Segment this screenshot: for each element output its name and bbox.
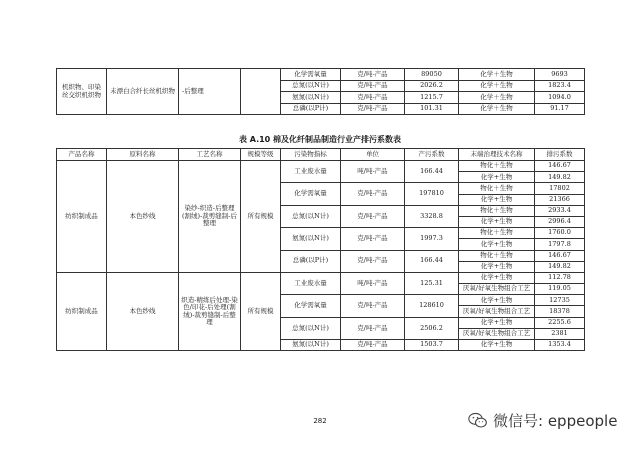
technology-cell: 物化＋生物 — [459, 250, 535, 261]
unit-cell: 克/吨-产品 — [341, 183, 405, 205]
emission-cell: 146.67 — [535, 161, 585, 172]
column-header: 工艺名称 — [179, 149, 241, 161]
column-header: 规模等级 — [241, 149, 281, 161]
pollutant-cell: 总磷(以P计) — [281, 250, 341, 272]
emission-cell: 2381 — [535, 328, 585, 339]
product-cell: 机织物、印染丝交织机织物 — [57, 69, 107, 115]
top-partial-table — [56, 68, 585, 115]
pollutant-cell: 总磷(以P计) — [281, 103, 341, 115]
unit-cell: 克/吨-产品 — [341, 340, 405, 351]
generation-cell: 2506.2 — [405, 317, 459, 339]
pollutant-cell: 工业废水量 — [281, 272, 341, 294]
process-cell: 织造-精练后处理-染色/印花-后处理(割绒)-裁剪缝制-后整理 — [179, 272, 241, 350]
column-header: 单位 — [341, 149, 405, 161]
generation-cell: 3328.8 — [405, 205, 459, 227]
technology-cell: 物化＋生物 — [459, 183, 535, 194]
pollutant-cell: 总氮(以N计) — [281, 80, 341, 92]
emission-cell: 1760.0 — [535, 228, 585, 239]
pollutant-cell: 化学需氧量 — [281, 69, 341, 81]
process-cell: 染纱-织造-后整理(割绒)-裁剪缝制-后整理 — [179, 161, 241, 273]
column-header: 污染物指标 — [281, 149, 341, 161]
product-cell: 纺织制成品 — [57, 161, 107, 273]
generation-cell: 166.44 — [405, 161, 459, 183]
column-header: 产污系数 — [405, 149, 459, 161]
material-cell: 本色纱线 — [107, 161, 179, 273]
table-row — [57, 69, 585, 81]
technology-cell: 化学＋生物 — [459, 69, 535, 81]
technology-cell: 化学+生物 — [459, 216, 535, 227]
emission-cell: 12735 — [535, 295, 585, 306]
product-cell: 纺织制成品 — [57, 272, 107, 350]
emission-cell: 146.67 — [535, 250, 585, 261]
technology-cell: 化学＋生物 — [459, 92, 535, 104]
header-row — [57, 149, 585, 161]
unit-cell: 吨/吨-产品 — [341, 161, 405, 183]
emission-cell: 9693 — [535, 69, 585, 81]
emission-cell: 1353.4 — [535, 340, 585, 351]
generation-cell: 128610 — [405, 295, 459, 317]
watermark-text: 微信号: eppeople — [493, 412, 618, 430]
pollutant-cell: 氨氮(以N计) — [281, 228, 341, 250]
emission-cell: 119.05 — [535, 284, 585, 295]
table-row — [57, 272, 585, 283]
emission-cell: 112.78 — [535, 272, 585, 283]
generation-cell: 1503.7 — [405, 340, 459, 351]
technology-cell: 化学+生物 — [459, 194, 535, 205]
generation-cell: 166.44 — [405, 250, 459, 272]
material-cell: 未漂白合纤长丝机织物 — [107, 69, 179, 115]
scale-cell — [241, 69, 281, 115]
scale-cell: 所有规模 — [241, 272, 281, 350]
unit-cell: 吨/吨-产品 — [341, 272, 405, 294]
generation-cell: 197810 — [405, 183, 459, 205]
technology-cell: 厌氧/好氧生物组合工艺 — [459, 306, 535, 317]
emission-cell: 2996.4 — [535, 216, 585, 227]
page-number: 282 — [313, 417, 327, 425]
unit-cell: 克/吨-产品 — [341, 103, 405, 115]
pollutant-cell: 氨氮(以N计) — [281, 340, 341, 351]
emission-cell: 2255.6 — [535, 317, 585, 328]
pollutant-cell: 总氮(以N计) — [281, 317, 341, 339]
pollutant-cell: 化学需氧量 — [281, 183, 341, 205]
wechat-logo-icon — [468, 412, 488, 429]
generation-cell: 1997.3 — [405, 228, 459, 250]
technology-cell: 化学+生物 — [459, 261, 535, 272]
generation-cell: 1215.7 — [405, 92, 459, 104]
technology-cell: 化学+生物 — [459, 172, 535, 183]
emission-coefficient-table — [56, 148, 585, 351]
technology-cell: 物化＋生物 — [459, 228, 535, 239]
generation-cell: 101.31 — [405, 103, 459, 115]
technology-cell: 化学＋生物 — [459, 103, 535, 115]
emission-cell: 1094.0 — [535, 92, 585, 104]
generation-cell: 89050 — [405, 69, 459, 81]
generation-cell: 2026.2 — [405, 80, 459, 92]
unit-cell: 克/吨-产品 — [341, 69, 405, 81]
technology-cell: 化学＋生物 — [459, 80, 535, 92]
emission-cell: 21366 — [535, 194, 585, 205]
pollutant-cell: 工业废水量 — [281, 161, 341, 183]
technology-cell: 化学+生物 — [459, 272, 535, 283]
technology-cell: 物化＋生物 — [459, 205, 535, 216]
emission-cell: 18378 — [535, 306, 585, 317]
table-row — [57, 161, 585, 172]
column-header: 产品名称 — [57, 149, 107, 161]
material-cell: 本色纱线 — [107, 272, 179, 350]
technology-cell: 厌氧/好氧生物组合工艺 — [459, 284, 535, 295]
emission-cell: 1823.4 — [535, 80, 585, 92]
emission-cell: 2933.4 — [535, 205, 585, 216]
technology-cell: 物化＋生物 — [459, 161, 535, 172]
pollutant-cell: 氨氮(以N计) — [281, 92, 341, 104]
column-header: 排污系数 — [535, 149, 585, 161]
scale-cell: 所有规模 — [241, 161, 281, 273]
unit-cell: 克/吨-产品 — [341, 295, 405, 317]
process-cell: -后整理 — [179, 69, 241, 115]
unit-cell: 克/吨-产品 — [341, 80, 405, 92]
technology-cell: 厌氧/好氧生物组合工艺 — [459, 328, 535, 339]
unit-cell: 克/吨-产品 — [341, 250, 405, 272]
unit-cell: 克/吨-产品 — [341, 228, 405, 250]
unit-cell: 克/吨-产品 — [341, 205, 405, 227]
unit-cell: 克/吨-产品 — [341, 92, 405, 104]
pollutant-cell: 总氮(以N计) — [281, 205, 341, 227]
emission-cell: 1797.8 — [535, 239, 585, 250]
column-header: 原料名称 — [107, 149, 179, 161]
generation-cell: 125.31 — [405, 272, 459, 294]
column-header: 末端治理技术名称 — [459, 149, 535, 161]
technology-cell: 化学+生物 — [459, 340, 535, 351]
emission-cell: 91.17 — [535, 103, 585, 115]
watermark — [468, 410, 617, 431]
technology-cell: 化学+生物 — [459, 239, 535, 250]
emission-cell: 17802 — [535, 183, 585, 194]
emission-cell: 149.82 — [535, 172, 585, 183]
emission-cell: 149.82 — [535, 261, 585, 272]
technology-cell: 化学+生物 — [459, 317, 535, 328]
table-caption: 表 A.10 棉及化纤制品制造行业产排污系数表 — [238, 135, 402, 144]
technology-cell: 化学+生物 — [459, 295, 535, 306]
pollutant-cell: 化学需氧量 — [281, 295, 341, 317]
unit-cell: 克/吨-产品 — [341, 317, 405, 339]
